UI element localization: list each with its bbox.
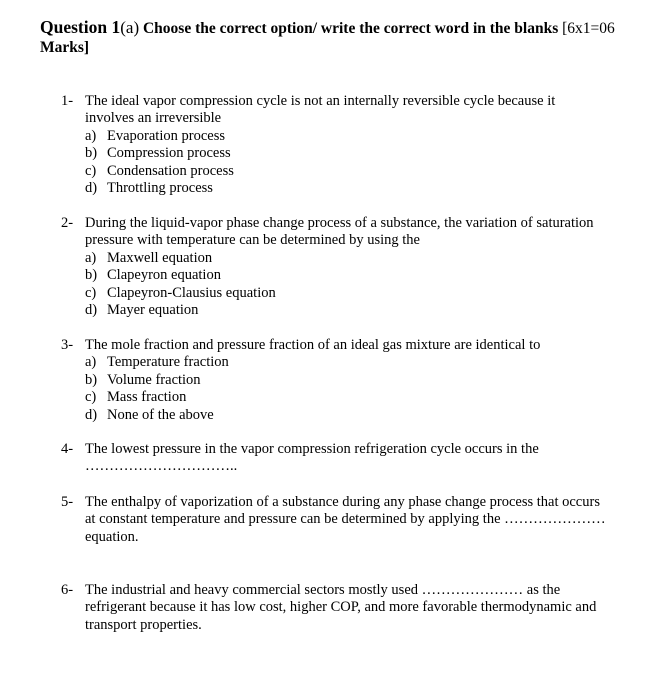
option-text: Compression process [107,145,231,162]
option-d[interactable] [85,407,636,424]
option-letter: b) [85,371,98,388]
option-letter: c) [85,284,97,301]
option-text: Volume fraction [107,371,201,388]
option-c[interactable] [85,163,636,180]
question-number: 3- [61,337,74,353]
question-1 [61,93,636,197]
question-text-line: involves an irreversible [85,110,222,127]
option-c[interactable] [85,285,636,302]
option-letter: b) [85,267,98,284]
question-2 [61,215,636,319]
question-number: 6- [61,582,74,598]
question-4 [61,441,636,476]
question-text-line: The ideal vapor compression cycle is not an internally reversible cycle because it [85,93,556,109]
option-text: Throttling process [107,180,213,197]
option-letter: d) [85,180,98,197]
option-letter: a) [85,249,97,266]
option-text: Evaporation process [107,127,225,144]
option-a[interactable] [85,250,636,267]
option-text: None of the above [107,406,214,423]
option-letter: d) [85,406,98,423]
question-number: 5- [61,494,74,510]
option-b[interactable] [85,145,636,162]
option-text: Clapeyron equation [107,267,221,284]
instruction-text: Choose the correct option/ write the correct word in the blanks [142,20,559,37]
option-letter: d) [85,302,98,319]
question-number: 1- [61,93,74,109]
marks-close-text: Marks] [40,39,90,56]
option-text: Mayer equation [107,302,199,319]
question-text-line: equation. [85,528,139,545]
question-text-line: transport properties. [85,616,202,633]
question-part: (a) [120,18,140,37]
option-a[interactable] [85,128,636,145]
question-3 [61,337,636,424]
question-label: Question 1 [40,17,121,37]
marks-text: [6x1=06 [562,20,615,37]
option-d[interactable] [85,180,636,197]
question-number: 2- [61,215,74,231]
option-c[interactable] [85,389,636,406]
option-b[interactable] [85,372,636,389]
option-b[interactable] [85,267,636,284]
option-text: Condensation process [107,162,234,179]
question-text-line: The mole fraction and pressure fraction of an ideal gas mixture are identical to [85,337,541,353]
question-text-line: pressure with temperature can be determined by using the [85,232,420,249]
question-5 [61,494,636,546]
option-letter: c) [85,162,97,179]
option-text: Temperature fraction [107,354,229,371]
option-letter: b) [85,145,98,162]
answer-blank[interactable]: ………………………….. [85,458,238,475]
option-d[interactable] [85,302,636,319]
question-6 [61,582,636,634]
option-letter: a) [85,354,97,371]
question-text-line: The enthalpy of vaporization of a substance during any phase change process that occurs [85,494,600,510]
question-text-line: The lowest pressure in the vapor compression refrigeration cycle occurs in the [85,441,539,457]
option-a[interactable] [85,354,636,371]
question-text-line: refrigerant because it has low cost, higher COP, and more favorable thermodynamic and [85,599,597,616]
question-text-line-with-blank[interactable]: at constant temperature and pressure can be determined by applying the ………………… [85,511,606,528]
option-letter: c) [85,389,97,406]
question-text-line: During the liquid-vapor phase change process of a substance, the variation of saturation [85,215,594,231]
question-number: 4- [61,441,74,457]
option-text: Maxwell equation [107,249,213,266]
option-letter: a) [85,127,97,144]
question-heading [40,18,640,57]
question-text-line-with-blank[interactable]: The industrial and heavy commercial sectors mostly used ………………… as the [85,582,561,598]
option-text: Clapeyron-Clausius equation [107,284,276,301]
option-text: Mass fraction [107,389,187,406]
